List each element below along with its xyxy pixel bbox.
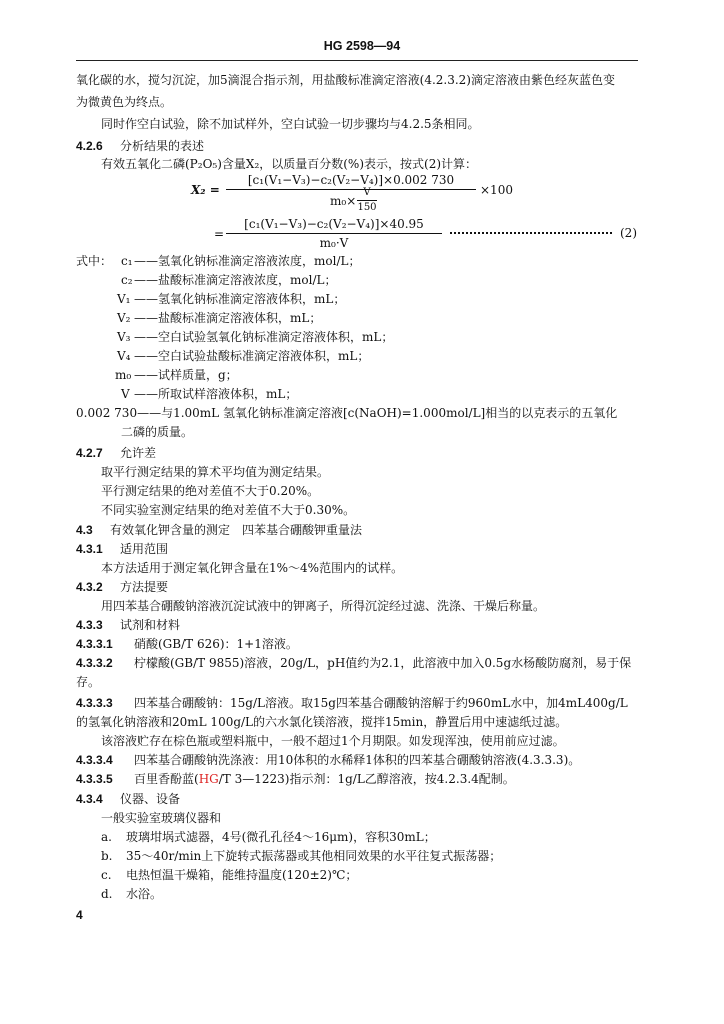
section-title: 方法提要 xyxy=(120,580,169,594)
where-desc: ——氢氧化钠标准滴定溶液浓度，mol/L； xyxy=(134,254,361,268)
where-desc: ——氢氧化钠标准滴定溶液体积，mL； xyxy=(134,292,346,306)
text-line: 四苯基合硼酸钠：15g/L溶液。取15g四苯基合硼酸钠溶解于约960mL水中，加4mL400g/L xyxy=(134,696,628,710)
text-line: 取平行测定结果的算术平均值为测定结果。 xyxy=(101,465,330,479)
section-number: 4.2.6 xyxy=(76,139,103,153)
list-item: 水浴。 xyxy=(126,887,163,901)
where-desc: ——盐酸标准滴定溶液浓度，mol/L； xyxy=(134,273,337,287)
section-number: 4.3.3.1 xyxy=(76,637,113,651)
where-symbol: V₄ xyxy=(117,349,131,363)
section-number: 4.3.3.4 xyxy=(76,753,113,767)
where-desc: ——所取试样溶液体积，mL； xyxy=(134,387,298,401)
section-number: 4.3.3 xyxy=(76,618,103,632)
text-line: 存。 xyxy=(76,675,101,689)
where-desc: ——试样质量，g； xyxy=(134,368,238,382)
where-symbol: V₁ xyxy=(117,292,131,306)
equation-lhs: X₂ = xyxy=(191,183,220,197)
where-symbol: c₁ xyxy=(121,254,133,268)
text-fragment: 百里香酚蓝( xyxy=(134,772,199,786)
section-number: 4.3.1 xyxy=(76,542,103,556)
where-desc: ——空白试验氢氧化钠标准滴定溶液体积，mL； xyxy=(134,330,394,344)
where-symbol: c₂ xyxy=(121,273,133,287)
equation-multiplier: ×100 xyxy=(480,183,513,197)
list-key: a. xyxy=(101,830,112,844)
equation-number: (2) xyxy=(620,226,637,240)
section-title: 试剂和材料 xyxy=(120,618,181,632)
list-key: b. xyxy=(101,849,113,863)
text-line: 同时作空白试验，除不加试样外，空白试验一切步骤均与4.2.5条相同。 xyxy=(101,117,480,131)
text-line: 平行测定结果的绝对差值不大于0.20%。 xyxy=(101,484,320,498)
text-line: 0.002 730——与1.00mL 氢氧化钠标准滴定溶液[c(NaOH)=1.000mol/L]相当的以克表示的五氧化 xyxy=(76,406,618,420)
text-line: 柠檬酸(GB/T 9855)溶液，20g/L，pH值约为2.1，此溶液中加入0.5g水杨酸防腐剂，易于保 xyxy=(134,656,632,670)
where-symbol: V₃ xyxy=(117,330,131,344)
section-title: 仪器、设备 xyxy=(120,792,181,806)
equation-equals: = xyxy=(214,227,225,241)
where-desc: ——盐酸标准滴定溶液体积，mL； xyxy=(134,311,322,325)
section-number: 4.3.3.5 xyxy=(76,772,113,786)
list-item: 玻璃坩埚式滤器，4号(微孔孔径4～16μm)，容积30mL； xyxy=(126,830,436,844)
section-title: 有效氧化钾含量的测定 四苯基合硼酸钾重量法 xyxy=(110,523,363,537)
fraction-bar xyxy=(226,233,442,234)
where-desc: ——空白试验盐酸标准滴定溶液体积，mL； xyxy=(134,349,370,363)
text-fragment: /T 3—1223)指示剂：1g/L乙醇溶液，按4.2.3.4配制。 xyxy=(218,772,515,786)
text-line: 二磷的质量。 xyxy=(121,425,194,439)
text-line: 硝酸(GB/T 626)：1+1溶液。 xyxy=(134,637,298,651)
list-key: c. xyxy=(101,868,112,882)
section-number: 4.3.3.3 xyxy=(76,696,113,710)
equation-denominator-v: V xyxy=(363,187,371,198)
text-line: 氧化碳的水，搅匀沉淀，加5滴混合指示剂，用盐酸标准滴定溶液(4.2.3.2)滴定溶液由紫色经灰蓝色变 xyxy=(76,73,615,87)
text-line: 的氢氧化钠溶液和20mL 100g/L的六水氯化镁溶液，搅拌15min，静置后用中速滤纸过滤。 xyxy=(76,715,568,729)
text-line: 用四苯基合硼酸钠溶液沉淀试液中的钾离子，所得沉淀经过滤、洗涤、干燥后称量。 xyxy=(101,599,546,613)
text-line: 该溶液贮存在棕色瓶或塑料瓶中，一般不超过1个月期限。如发现浑浊，使用前应过滤。 xyxy=(101,734,565,748)
where-symbol: m₀ xyxy=(115,368,132,382)
page-number: 4 xyxy=(76,908,83,922)
list-item: 电热恒温干燥箱，能维持温度(120±2)℃； xyxy=(126,868,358,882)
equation-denominator: m₀× xyxy=(330,194,357,208)
equation-numerator: [c₁(V₁−V₃)−c₂(V₂−V₄)]×0.002 730 xyxy=(247,173,455,187)
where-lead: 式中： xyxy=(76,254,113,268)
text-line: 有效五氧化二磷(P₂O₅)含量X₂，以质量百分数(%)表示，按式(2)计算： xyxy=(101,157,478,171)
section-title: 允许差 xyxy=(120,446,157,460)
section-number: 4.2.7 xyxy=(76,446,103,460)
text-line: 一般实验室玻璃仪器和 xyxy=(101,811,222,825)
section-title: 适用范围 xyxy=(120,542,169,556)
equation-denominator: m₀·V xyxy=(319,236,349,250)
text-line: 本方法适用于测定氧化钾含量在1%～4%范围内的试样。 xyxy=(101,561,404,575)
where-symbol: V xyxy=(121,387,130,401)
list-key: d. xyxy=(101,887,113,901)
section-title: 分析结果的表述 xyxy=(120,139,205,153)
section-number: 4.3.2 xyxy=(76,580,103,594)
equation-denominator-150: 150 xyxy=(357,202,377,213)
section-number: 4.3 xyxy=(76,523,93,537)
list-item: 35～40r/min上下旋转式振荡器或其他相同效果的水平往复式振荡器； xyxy=(126,849,502,863)
section-number: 4.3.4 xyxy=(76,792,103,806)
page-header: HG 2598—94 xyxy=(323,39,401,53)
text-line xyxy=(134,771,515,787)
highlight-hg: HG xyxy=(198,772,219,786)
leader-dots xyxy=(450,232,612,234)
text-line: 不同实验室测定结果的绝对差值不大于0.30%。 xyxy=(101,503,356,517)
fraction-bar xyxy=(226,189,476,190)
equation-numerator: [c₁(V₁−V₃)−c₂(V₂−V₄)]×40.95 xyxy=(244,217,424,231)
section-number: 4.3.3.2 xyxy=(76,656,113,670)
text-line: 为微黄色为终点。 xyxy=(76,95,173,109)
header-rule xyxy=(76,60,638,61)
text-line: 四苯基合硼酸钠洗涤液：用10体积的水稀释1体积的四苯基合硼酸钠溶液(4.3.3.3)。 xyxy=(134,753,581,767)
where-symbol: V₂ xyxy=(117,311,131,325)
